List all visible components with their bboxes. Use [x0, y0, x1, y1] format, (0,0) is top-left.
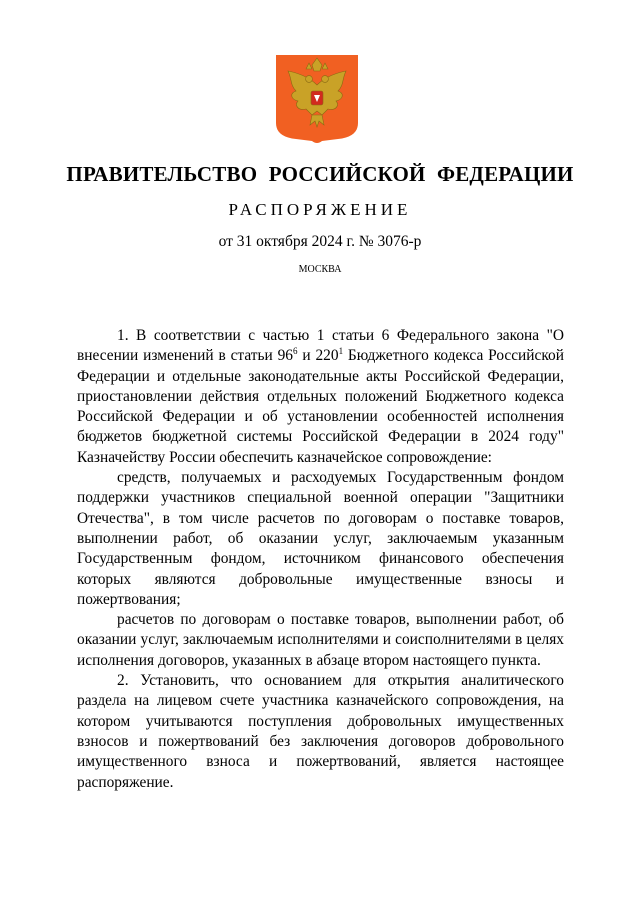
paragraph-3: расчетов по договорам о поставке товаров, выполнении работ, об оказании услуг, заключаемым исполнителями и соисполнителями в целях исполнения договоров, указанных в абзаце втором настоящего пункта.: [77, 611, 564, 669]
document-body: [77, 326, 564, 793]
paragraph-1-part-c: Бюджетного кодекса Российской Федерации и отдельные законодательные акты Российской Федерации, приостановлении действия отдельных положений Бюджетного кодекса Российской Федерации и об установлении особенностей исполнения бюджетов бюджетной системы Российской Федерации в 2024 году" Казначейству России обеспечить казначейское сопровождение:: [77, 347, 564, 466]
document-date-number: от 31 октября 2024 г. № 3076-р: [218, 233, 422, 250]
superscript-1: 1: [338, 346, 344, 357]
city-label: МОСКВА: [298, 264, 342, 275]
paragraph-1: [77, 326, 564, 468]
paragraph-1-part-b: и 220: [297, 347, 339, 365]
paragraph-2: средств, получаемых и расходуемых Государственным фондом поддержки участников специальной военной операции "Защитники Отечества", в том числе расчетов по договорам о поставке товаров, выполнении работ, об оказании услуг, заключаемым указанным Государственным фондом, источником финансового обеспечения которых являются добровольные имущественные взносы и пожертвования;: [77, 469, 564, 608]
paragraph-1-part-a: 1. В соответствии с частью 1 статьи 6 Федерального закона "О внесении изменений в статьи 96: [77, 327, 564, 365]
document-type: РАСПОРЯЖЕНИЕ: [228, 200, 412, 219]
paragraph-4: 2. Установить, что основанием для открытия аналитического раздела на лицевом счете участника казначейского сопровождения, на котором учитываются поступления добровольных имущественных взносов и пожертвований без заключения договоров добровольного имущественного взноса и пожертвований, является настоящее распоряжение.: [77, 672, 564, 791]
superscript-6: 6: [293, 346, 298, 357]
government-title: ПРАВИТЕЛЬСТВО РОССИЙСКОЙ ФЕДЕРАЦИИ: [66, 162, 574, 186]
coat-of-arms-icon: [276, 55, 358, 145]
